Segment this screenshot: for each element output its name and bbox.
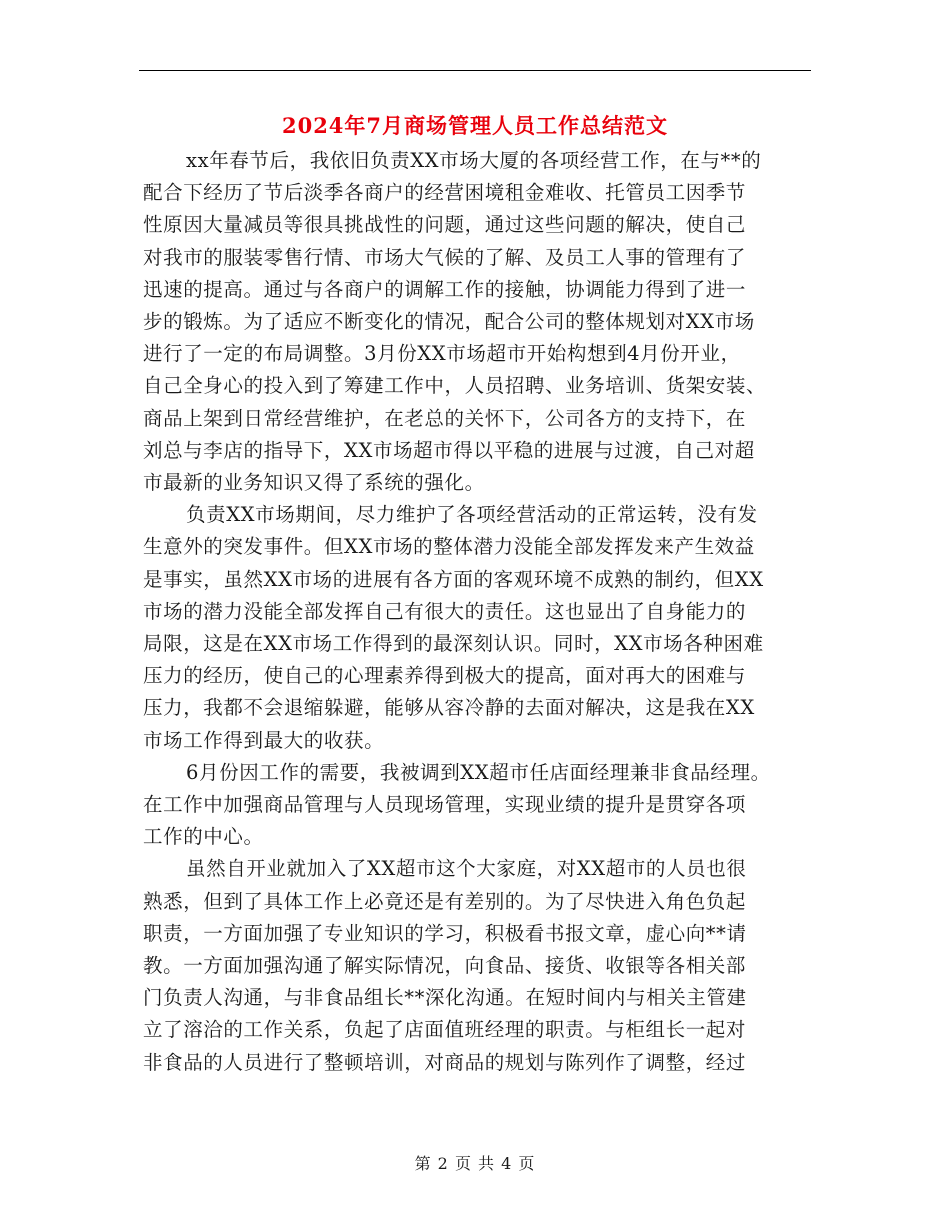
document-body (143, 145, 811, 1079)
text-line: 市场的潜力没能全部发挥自己有很大的责任。这也显出了自身能力的 (143, 599, 747, 623)
text-line: 商品上架到日常经营维护，在老总的关怀下，公司各方的支持下，在 (143, 406, 747, 430)
text-line: 虽然自开业就加入了XX超市这个大家庭，对XX超市的人员也很 (186, 857, 747, 881)
text-line: 熟悉，但到了具体工作上必竟还是有差别的。为了尽快进入角色负起 (143, 889, 747, 913)
text-line: 压力的经历，使自己的心理素养得到极大的提高，面对再大的困难与 (143, 664, 747, 688)
text-line: 工作的中心。 (143, 825, 264, 849)
text-line: 进行了一定的布局调整。3月份XX市场超市开始构想到4月份开业， (143, 342, 741, 366)
text-line: 自己全身心的投入到了筹建工作中，人员招聘、业务培训、货架安装、 (143, 374, 767, 398)
text-line: 非食品的人员进行了整顿培训，对商品的规划与陈列作了调整，经过 (143, 1050, 747, 1074)
text-line: 在工作中加强商品管理与人员现场管理，实现业绩的提升是贯穿各项 (143, 793, 747, 817)
document-title: 2024年7月商场管理人员工作总结范文 (281, 113, 669, 138)
page-footer: 第 2 页 共 4 页 (414, 1154, 536, 1173)
text-line: 刘总与李店的指导下，XX市场超市得以平稳的进展与过渡，自己对超 (143, 438, 755, 462)
paragraph (143, 499, 811, 757)
text-line: 迅速的提高。通过与各商户的调解工作的接触，协调能力得到了进一 (143, 277, 747, 301)
paragraph (143, 757, 811, 854)
text-line: 压力，我都不会退缩躲避，能够从容冷静的去面对解决，这是我在XX (143, 696, 755, 720)
paragraph (143, 145, 811, 499)
text-line: 教。一方面加强沟通了解实际情况，向食品、接货、收银等各相关部 (143, 954, 747, 978)
header-rule (139, 70, 811, 71)
text-line: 步的锻炼。为了适应不断变化的情况，配合公司的整体规划对XX市场 (143, 310, 755, 334)
text-line: 市场工作得到最大的收获。 (143, 728, 385, 752)
text-line: xx年春节后，我依旧负责XX市场大厦的各项经营工作，在与**的 (186, 149, 762, 172)
text-line: 配合下经历了节后淡季各商户的经营困境租金难收、托管员工因季节 (143, 181, 747, 205)
text-line: 生意外的突发事件。但XX市场的整体潜力没能全部发挥发来产生效益 (143, 535, 755, 559)
text-line: 是事实，虽然XX市场的进展有各方面的客观环境不成熟的制约，但XX (143, 567, 764, 591)
text-line: 职责，一方面加强了专业知识的学习，积极看书报文章，虚心向**请 (143, 921, 747, 945)
text-line: 立了溶洽的工作关系，负起了店面值班经理的职责。与柜组长一起对 (143, 1018, 747, 1042)
text-line: 性原因大量减员等很具挑战性的问题，通过这些问题的解决，使自己 (143, 213, 747, 237)
text-line: 门负责人沟通，与非食品组长**深化沟通。在短时间内与相关主管建 (143, 986, 747, 1010)
text-line: 局限，这是在XX市场工作得到的最深刻认识。同时，XX市场各种困难 (143, 632, 764, 656)
paragraph (143, 853, 811, 1078)
text-line: 6月份因工作的需要，我被调到XX超市任店面经理兼非食品经理。 (186, 760, 771, 784)
text-line: 负责XX市场期间，尽力维护了各项经营活动的正常运转，没有发 (186, 503, 758, 527)
text-line: 对我市的服装零售行情、市场大气候的了解、及员工人事的管理有了 (143, 245, 747, 269)
text-line: 市最新的业务知识又得了系统的强化。 (143, 471, 485, 495)
